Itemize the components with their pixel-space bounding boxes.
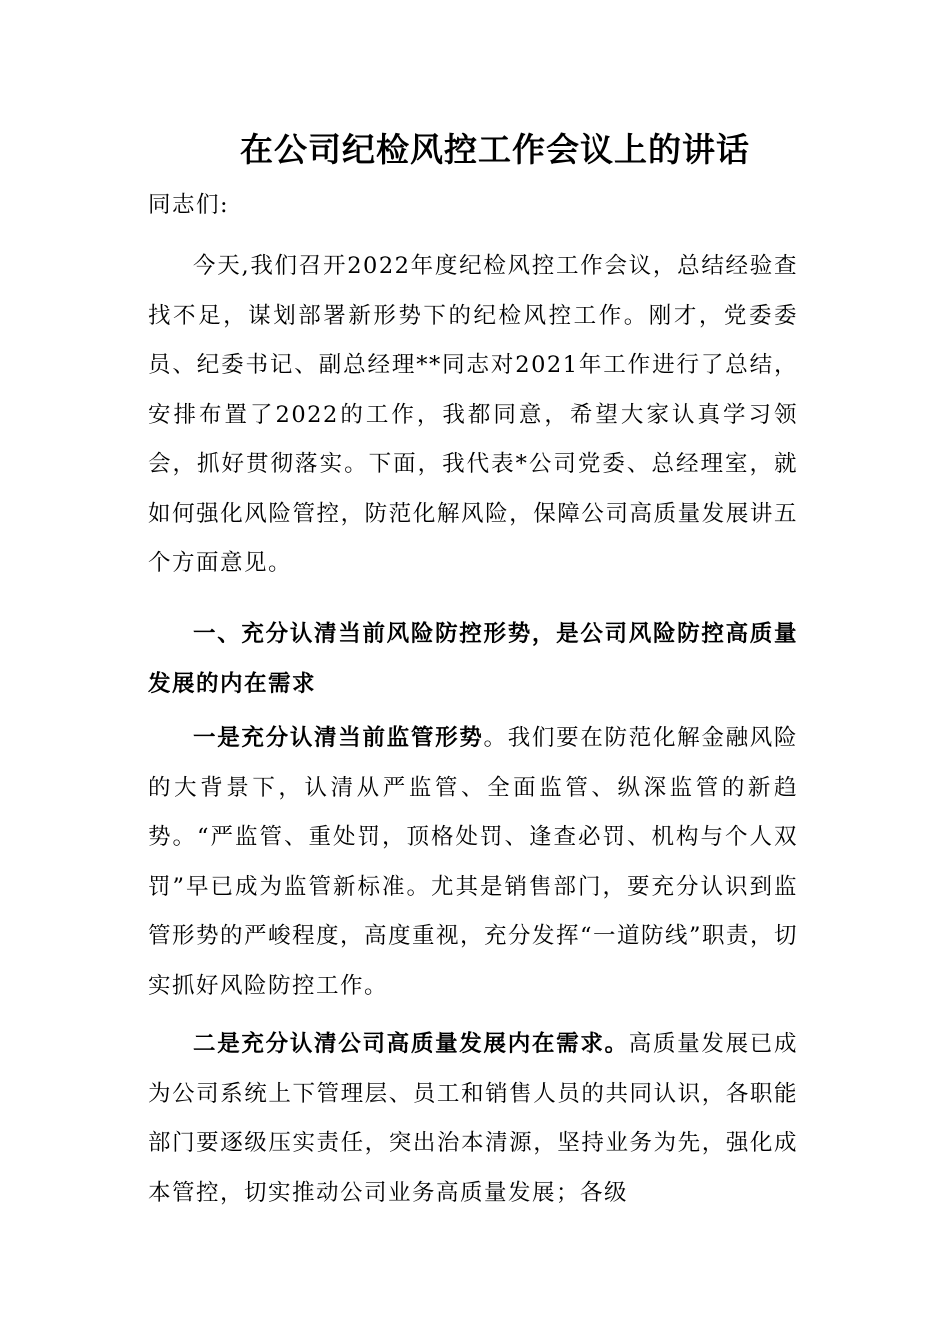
point-2-lead: 二是充分认清公司高质量发展内在需求。 — [193, 1031, 629, 1057]
point-1-lead: 一是充分认清当前监管形势 — [193, 725, 484, 751]
paragraph-point-2 — [148, 1020, 798, 1218]
section-heading-1: 一、充分认清当前风险防控形势，是公司风险防控高质量发展的内在需求 — [148, 621, 798, 697]
document-title: 在公司纪检风控工作会议上的讲话 — [240, 130, 750, 169]
paragraph-point-1 — [148, 714, 798, 1011]
paragraph-opening: 今天,我们召开2022年度纪检风控工作会议，总结经验查找不足，谋划部署新形势下的纪检风控工作。刚才，党委委员、纪委书记、副总经理**同志对2021年工作进行了总结，安排布置了2022的工作，我都同意，希望大家认真学习领会，抓好贯彻落实。下面，我代表*公司党委、总经理室，就如何强化风险管控，防范化解风险，保障公司高质量发展讲五个方面意见。 — [148, 253, 798, 576]
point-2-body: 高质量发展已成为公司系统上下管理层、员工和销售人员的共同认识，各职能部门要逐级压实责任，突出治本清源，坚持业务为先，强化成本管控，切实推动公司业务高质量发展；各级 — [148, 1031, 798, 1206]
greeting: 同志们: — [148, 192, 230, 218]
point-1-body: 。我们要在防范化解金融风险的大背景下，认清从严监管、全面监管、纵深监管的新趋势。“严监管、重处罚，顶格处罚、逢查必罚、机构与个人双罚”早已成为监管新标准。尤其是销售部门，要充分认识到监管形势的严峻程度，高度重视，充分发挥“一道防线”职责，切实抓好风险防控工作。 — [148, 725, 799, 999]
